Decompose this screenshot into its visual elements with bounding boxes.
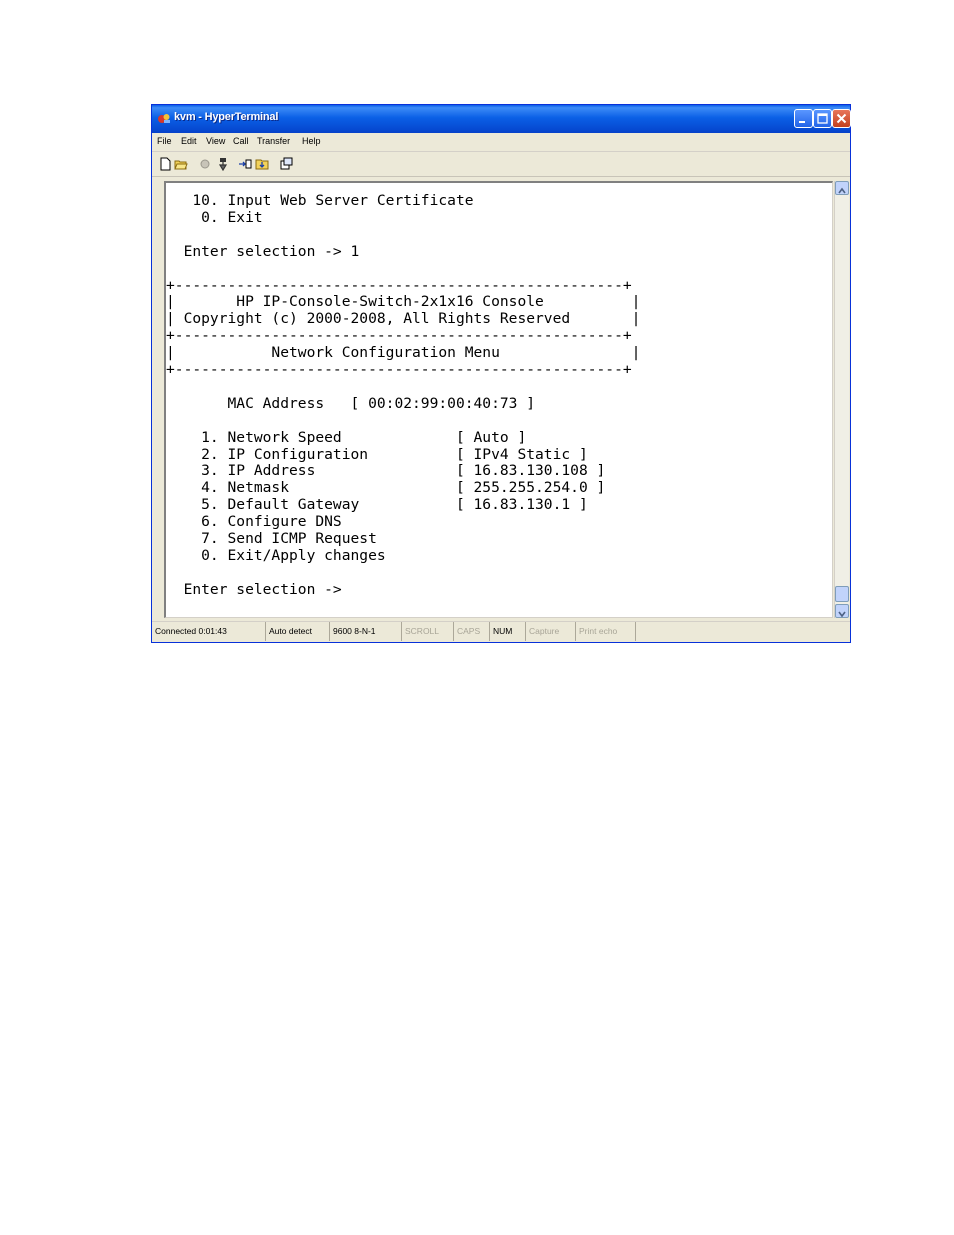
close-icon xyxy=(833,110,850,127)
terminal-line: 4. Netmask [ 255.255.254.0 ] xyxy=(166,479,606,497)
menu-file[interactable]: File xyxy=(157,136,172,146)
maximize-button[interactable] xyxy=(813,109,832,128)
window-title: kvm - HyperTerminal xyxy=(174,111,279,123)
terminal-line: | Copyright (c) 2000-2008, All Rights Reserved | xyxy=(166,310,641,328)
terminal-line: 10. Input Web Server Certificate xyxy=(166,192,474,209)
status-num: NUM xyxy=(490,622,526,641)
hyperterminal-app-icon xyxy=(157,112,171,126)
status-settings: 9600 8-N-1 xyxy=(330,622,402,641)
status-capture: Capture xyxy=(526,622,576,641)
dial-icon[interactable] xyxy=(216,157,230,171)
menu-help[interactable]: Help xyxy=(302,136,321,146)
terminal-line: 2. IP Configuration [ IPv4 Static ] xyxy=(166,445,588,463)
send-icon[interactable] xyxy=(238,157,252,171)
hyperterminal-window xyxy=(151,104,851,643)
properties-icon[interactable] xyxy=(279,157,293,171)
new-icon[interactable] xyxy=(158,157,172,171)
status-connected: Connected 0:01:43 xyxy=(152,622,266,641)
maximize-icon xyxy=(814,110,831,127)
terminal-line: 7. Send ICMP Request xyxy=(166,530,377,547)
disconnect-icon[interactable] xyxy=(198,157,212,171)
scroll-down-button[interactable] xyxy=(835,604,849,618)
terminal-line: Enter selection -> 1 xyxy=(166,242,360,260)
close-button[interactable] xyxy=(832,109,851,128)
terminal-line: +---------------------------------------------------+ xyxy=(166,361,632,378)
terminal-line: 3. IP Address [ 16.83.130.108 ] xyxy=(166,462,606,480)
status-print-echo: Print echo xyxy=(576,622,636,641)
terminal-line: | HP IP-Console-Switch-2x1x16 Console | xyxy=(166,293,641,311)
terminal-line: +---------------------------------------------------+ xyxy=(166,327,632,345)
terminal-line: 6. Configure DNS xyxy=(166,513,342,531)
terminal-line: 0. Exit/Apply changes xyxy=(166,546,386,564)
scroll-thumb[interactable] xyxy=(835,586,849,602)
menu-edit[interactable]: Edit xyxy=(181,136,197,146)
scroll-up-button[interactable] xyxy=(835,181,849,195)
toolbar xyxy=(152,152,850,177)
terminal-screen[interactable] xyxy=(164,181,833,618)
status-detect: Auto detect xyxy=(266,622,330,641)
terminal-line: +---------------------------------------------------+ xyxy=(166,276,632,294)
chevron-up-icon xyxy=(836,185,848,197)
status-bar xyxy=(152,621,850,642)
terminal-line: Enter selection -> xyxy=(166,580,342,598)
minimize-button[interactable] xyxy=(794,109,813,128)
terminal-line: MAC Address [ 00:02:99:00:40:73 ] xyxy=(166,394,536,412)
menu-bar xyxy=(152,133,850,152)
terminal-line: | Network Configuration Menu | xyxy=(166,344,641,362)
status-caps: CAPS xyxy=(454,622,490,641)
menu-view[interactable]: View xyxy=(206,136,226,146)
menu-call[interactable]: Call xyxy=(233,136,249,146)
vertical-scrollbar[interactable] xyxy=(834,181,849,618)
terminal-line: 1. Network Speed [ Auto ] xyxy=(166,428,527,446)
title-bar[interactable] xyxy=(152,105,850,133)
menu-transfer[interactable]: Transfer xyxy=(257,136,291,146)
status-scroll: SCROLL xyxy=(402,622,454,641)
open-icon[interactable] xyxy=(174,157,188,171)
receive-icon[interactable] xyxy=(255,157,269,171)
chevron-down-icon xyxy=(836,608,848,620)
terminal-line: 0. Exit xyxy=(166,208,263,226)
terminal-line: 5. Default Gateway [ 16.83.130.1 ] xyxy=(166,496,588,514)
minimize-icon xyxy=(795,110,812,127)
